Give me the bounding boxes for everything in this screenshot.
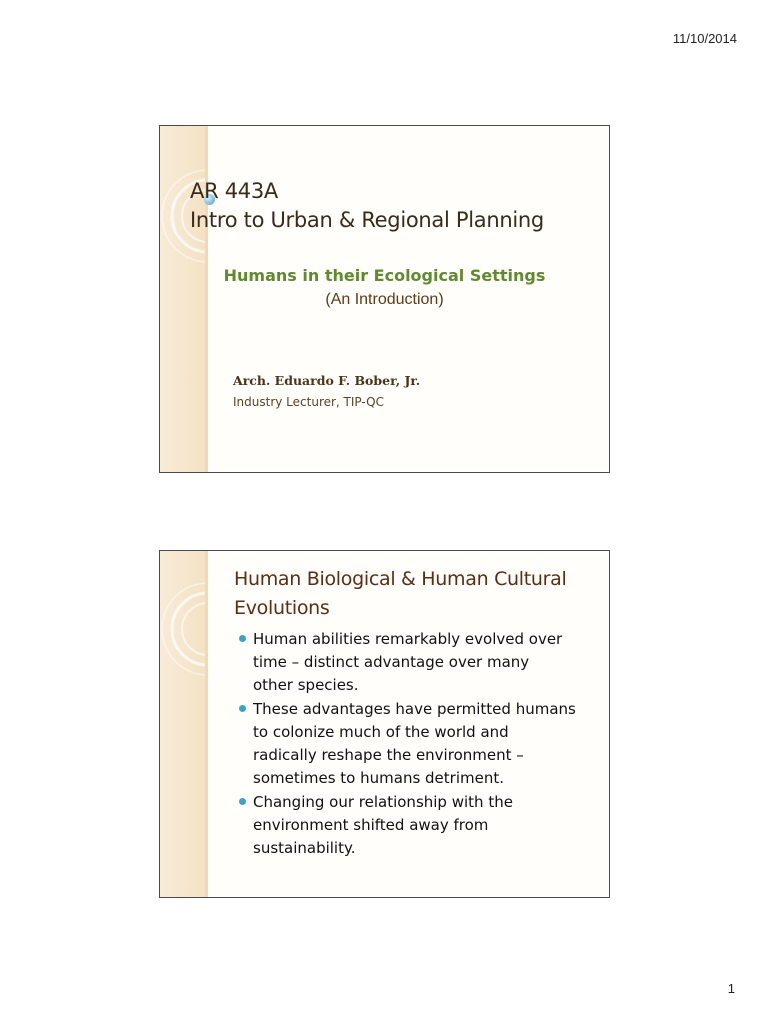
page-number: 1 xyxy=(727,981,735,996)
bullet-line: to colonize much of the world and xyxy=(253,723,509,741)
bullet-line: other species. xyxy=(253,676,359,694)
bullet-line: These advantages have permitted humans xyxy=(253,700,576,718)
slide-content xyxy=(159,550,610,898)
bullet-dot-icon xyxy=(239,635,246,642)
bullet-line: radically reshape the environment – xyxy=(253,746,524,764)
slide-title-heading xyxy=(190,177,544,235)
title-line-1: Human Biological & Human Cultural xyxy=(234,568,567,590)
bullet-line: Human abilities remarkably evolved over xyxy=(253,630,563,648)
title-line-2: Intro to Urban & Regional Planning xyxy=(190,208,544,232)
slide-content-heading xyxy=(234,565,566,623)
author-name: Arch. Eduardo F. Bober, Jr. xyxy=(233,373,421,388)
author-role: Industry Lecturer, TIP-QC xyxy=(233,395,384,409)
slide-subtitle: Humans in their Ecological Settings xyxy=(223,266,546,285)
bullet-line: sustainability. xyxy=(253,839,356,857)
bullet-line: time – distinct advantage over many xyxy=(253,653,530,671)
bullet-list xyxy=(239,628,601,861)
bullet-item-2 xyxy=(239,698,601,790)
bullet-dot-icon xyxy=(239,798,246,805)
bullet-line: Changing our relationship with the xyxy=(253,793,513,811)
page-date: 11/10/2014 xyxy=(672,31,737,46)
decorative-circles-icon xyxy=(160,551,208,897)
title-line-1: AR 443A xyxy=(190,179,278,203)
bullet-item-1 xyxy=(239,628,601,697)
bullet-line: environment shifted away from xyxy=(253,816,489,834)
bullet-line: sometimes to humans detriment. xyxy=(253,769,505,787)
slide-title xyxy=(159,125,610,473)
slide-side-band xyxy=(160,551,208,897)
title-line-2: Evolutions xyxy=(234,597,330,619)
bullet-item-3 xyxy=(239,791,601,860)
band-accent xyxy=(205,551,208,897)
slide-subtitle-note: (An Introduction) xyxy=(325,291,444,308)
bullet-dot-icon xyxy=(239,705,246,712)
